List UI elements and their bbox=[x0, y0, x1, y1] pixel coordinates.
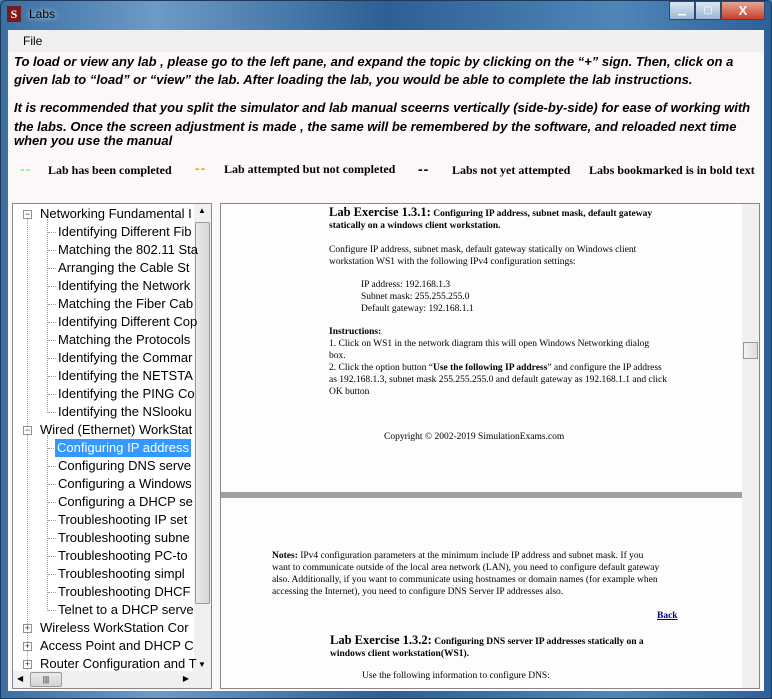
tree-item[interactable]: Configuring a DHCP se bbox=[58, 494, 193, 509]
close-button[interactable]: X bbox=[721, 1, 765, 20]
tree-item[interactable]: Matching the Fiber Cab bbox=[58, 296, 194, 311]
window-title: Labs bbox=[29, 7, 56, 21]
scroll-right-icon[interactable]: ▶ bbox=[182, 674, 189, 683]
collapse-icon[interactable]: − bbox=[24, 425, 31, 435]
exercise-subtitle: windows client workstation(WS1). bbox=[330, 649, 470, 659]
scroll-down-icon[interactable]: ▼ bbox=[198, 660, 206, 669]
legend-attempted-swatch: -- bbox=[195, 160, 207, 176]
tree-item[interactable]: Identifying the PING Co bbox=[58, 386, 195, 401]
menu-bar bbox=[8, 30, 764, 52]
tree-item[interactable]: Troubleshooting IP set bbox=[58, 512, 188, 527]
tree-item[interactable]: Matching the 802.11 Sta bbox=[58, 242, 198, 257]
tree-vertical-scrollbar[interactable] bbox=[194, 204, 211, 671]
tree-item[interactable]: Configuring a Windows bbox=[58, 476, 192, 491]
menu-file[interactable]: File bbox=[23, 34, 43, 48]
tree-horizontal-scrollbar[interactable] bbox=[13, 671, 211, 688]
instruction-line: given lab to “load” or “view” the lab. After loading the lab, you would be able to complete the lab instructions. bbox=[14, 72, 693, 87]
instruction-line: the labs. Once the screen adjustment is made , the same will be remembered by the software, and reloaded next time bbox=[14, 119, 737, 134]
exercise-title: Lab Exercise 1.3.2: bbox=[330, 633, 432, 647]
legend-completed: Lab has been completed bbox=[48, 163, 172, 177]
tree-item[interactable]: Configuring IP address bbox=[57, 440, 190, 455]
tree-item[interactable]: Arranging the Cable St bbox=[58, 260, 190, 275]
notes-text: want to communicate outside of the local area network (LAN), you need to configure default gateway bbox=[272, 563, 660, 573]
exercise-subtitle: Configuring IP address, subnet mask, default gateway bbox=[433, 209, 653, 219]
tree-line bbox=[47, 435, 48, 611]
legend-bookmarked: Labs bookmarked is in bold text bbox=[589, 163, 755, 177]
title-bar[interactable] bbox=[0, 0, 772, 30]
tree-line bbox=[48, 466, 56, 467]
tree-line bbox=[48, 502, 56, 503]
tree-line bbox=[48, 610, 56, 611]
tree-item[interactable]: Troubleshooting simpl bbox=[58, 566, 185, 581]
legend-completed-swatch: -- bbox=[20, 161, 32, 177]
tree-line bbox=[48, 556, 56, 557]
expand-icon[interactable]: + bbox=[24, 659, 31, 669]
collapse-icon[interactable]: − bbox=[24, 209, 31, 219]
tree-item[interactable]: Identifying the Commar bbox=[58, 350, 193, 365]
tree-group[interactable]: Wireless WorkStation Cor bbox=[40, 620, 189, 635]
tree-line bbox=[48, 376, 56, 377]
instruction-line: when you use the manual bbox=[14, 133, 173, 148]
default-gateway-setting: Default gateway: 192.168.1.1 bbox=[361, 304, 474, 314]
tree-group[interactable]: Wired (Ethernet) WorkStat bbox=[40, 422, 193, 437]
instruction-step: as 192.168.1.3, subnet mask 255.255.255.0 and default gateway as 192.168.1.1 and click bbox=[329, 375, 667, 385]
legend-attempted: Lab attempted but not completed bbox=[224, 162, 396, 176]
client-area bbox=[8, 30, 764, 691]
tree-item[interactable]: Identifying the NETSTA bbox=[58, 368, 193, 383]
exercise-title: Lab Exercise 1.3.1: bbox=[329, 205, 431, 219]
ip-address-setting: IP address: 192.168.1.3 bbox=[361, 280, 451, 290]
paragraph: Configure IP address, subnet mask, default gateway statically on Windows client bbox=[329, 245, 637, 255]
instruction-line: To load or view any lab , please go to the left pane, and expand the topic by clicking on the “+” sign. Then, click on a bbox=[14, 54, 734, 69]
tree-item[interactable]: Troubleshooting PC-to bbox=[58, 548, 188, 563]
app-logo-icon: S bbox=[7, 6, 21, 22]
step-text: ” and configure the IP address bbox=[547, 363, 662, 373]
tree-group[interactable]: Access Point and DHCP C bbox=[40, 638, 194, 653]
lab-manual-viewer[interactable] bbox=[220, 203, 760, 689]
minimize-button[interactable]: ▁ bbox=[669, 1, 695, 20]
scroll-up-icon[interactable]: ▲ bbox=[198, 206, 206, 215]
lab-tree[interactable] bbox=[12, 203, 212, 689]
tree-line bbox=[27, 214, 28, 684]
paragraph: Use the following information to configure DNS: bbox=[362, 671, 550, 681]
tree-line bbox=[48, 232, 56, 233]
notes-text: also. Additionally, if you want to communicate using hostnames or domain names (for example when bbox=[272, 575, 658, 585]
copyright: Copyright © 2002-2019 SimulationExams.com bbox=[384, 432, 565, 442]
subnet-mask-setting: Subnet mask: 255.255.255.0 bbox=[361, 292, 470, 302]
tree-line bbox=[48, 592, 56, 593]
tree-line bbox=[48, 484, 56, 485]
tree-line bbox=[48, 520, 56, 521]
notes-text: accessing the Internet), you need to configure DNS Server IP addresses also. bbox=[272, 587, 564, 597]
legend-not-attempted-swatch: -- bbox=[418, 161, 430, 177]
tree-scroll-thumb[interactable] bbox=[195, 222, 210, 604]
tree-line bbox=[48, 268, 56, 269]
tree-item[interactable]: Identifying Different Fib bbox=[58, 224, 192, 239]
tree-item[interactable]: Identifying the NSlooku bbox=[58, 404, 192, 419]
tree-group[interactable]: Networking Fundamental I bbox=[40, 206, 192, 221]
tree-line bbox=[48, 358, 56, 359]
expand-icon[interactable]: + bbox=[24, 641, 31, 651]
step-option: Use the following IP address bbox=[432, 363, 548, 373]
instruction-step: box. bbox=[329, 351, 346, 361]
tree-item[interactable]: Configuring DNS serve bbox=[58, 458, 191, 473]
back-link[interactable]: Back bbox=[657, 611, 678, 621]
tree-line bbox=[48, 394, 56, 395]
maximize-button[interactable]: ▢ bbox=[695, 1, 721, 20]
document-scroll-thumb[interactable] bbox=[743, 342, 758, 359]
instructions-heading: Instructions: bbox=[329, 327, 382, 337]
expand-icon[interactable]: + bbox=[24, 623, 31, 633]
tree-item[interactable]: Troubleshooting subne bbox=[58, 530, 190, 545]
tree-line bbox=[48, 304, 56, 305]
instruction-step: OK button bbox=[329, 387, 370, 397]
tree-line bbox=[48, 340, 56, 341]
legend-not-attempted: Labs not yet attempted bbox=[452, 163, 571, 177]
tree-item[interactable]: Matching the Protocols bbox=[58, 332, 191, 347]
tree-group[interactable]: Router Configuration and T bbox=[40, 656, 197, 671]
instruction-step: 1. Click on WS1 in the network diagram this will open Windows Networking dialog bbox=[329, 339, 650, 349]
step-text: 2. Click the option button “ bbox=[329, 363, 433, 373]
paragraph: workstation WS1 with the following IPv4 configuration settings: bbox=[329, 257, 576, 267]
tree-line bbox=[48, 412, 56, 413]
page-divider bbox=[221, 492, 743, 498]
notes-text: IPv4 configuration parameters at the minimum include IP address and subnet mask. If you bbox=[297, 551, 644, 561]
scroll-left-icon[interactable]: ◀ bbox=[17, 674, 24, 683]
tree-item[interactable]: Telnet to a DHCP serve bbox=[58, 602, 194, 617]
exercise-subtitle: statically on a windows client workstation. bbox=[329, 221, 501, 231]
tree-item[interactable]: Identifying Different Cop bbox=[58, 314, 198, 329]
tree-item[interactable]: Troubleshooting DHCF bbox=[58, 584, 191, 599]
tree-hscroll-thumb[interactable]: ||| bbox=[30, 672, 62, 687]
instruction-line: It is recommended that you split the simulator and lab manual sceerns vertically (side-by-side) for ease of working with bbox=[14, 100, 751, 115]
tree-line bbox=[48, 574, 56, 575]
tree-line bbox=[48, 322, 56, 323]
tree-line bbox=[47, 219, 48, 413]
document-vertical-scrollbar[interactable] bbox=[742, 204, 759, 688]
tree-line bbox=[48, 538, 56, 539]
exercise-subtitle: Configuring DNS server IP addresses statically on a bbox=[434, 637, 644, 647]
notes-label: Notes: bbox=[272, 551, 298, 561]
tree-line bbox=[48, 250, 56, 251]
tree-item[interactable]: Identifying the Network bbox=[58, 278, 191, 293]
tree-line bbox=[48, 286, 56, 287]
